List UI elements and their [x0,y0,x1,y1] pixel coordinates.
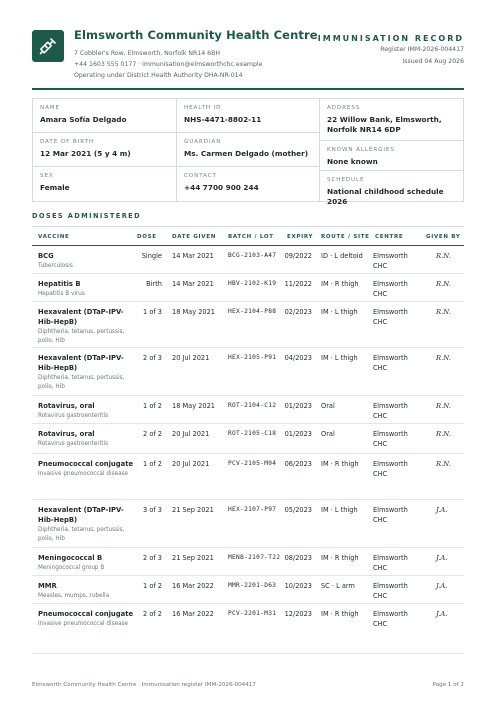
given-by-cell: J.A. [436,610,448,618]
vaccine-description: Diphtheria, tetanus, pertussis, polio, Hib [38,375,125,390]
centre-cell: Elmsworth CHC [373,460,408,478]
table-row [32,246,464,274]
centre-cell: Elmsworth CHC [373,280,408,298]
date-cell: 16 Mar 2022 [172,610,214,618]
date-cell: 20 Jul 2021 [172,354,210,362]
org-contact: +44 1603 555 0177 · immunisation@elmsworthchc.example [74,61,263,68]
dose-cell: Single [141,252,162,260]
expiry-cell: 01/2023 [284,430,312,438]
expiry-cell: 11/2022 [284,280,312,288]
table-row [32,396,464,424]
lot-cell: BCG-2103-A47 [228,252,277,259]
column-header-centre: CENTRE [375,234,404,240]
column-header-route: ROUTE / SITE [321,234,370,240]
vaccine-description: Invasive pneumococcal disease [38,621,129,627]
field-label: SCHEDULE [327,177,365,183]
expiry-cell: 05/2023 [284,506,312,514]
vaccine-description: Rotavirus gastroenteritis [38,413,109,419]
vaccine-name: Hexavalent (DTaP-IPV-Hib-HepB) [38,354,124,372]
expiry-cell: 01/2023 [284,402,312,410]
date-cell: 21 Sep 2021 [172,554,214,562]
field-label: HEALTH ID [184,105,222,111]
syringe-icon [32,30,64,62]
field-label: DATE OF BIRTH [40,139,95,145]
column-header-dose: DOSE [137,234,157,240]
expiry-cell: 06/2023 [284,460,312,468]
patient-dob: 12 Mar 2021 (5 y 4 m) [40,149,131,158]
patient-contact: +44 7700 900 244 [184,183,259,192]
vaccine-description: Diphtheria, tetanus, pertussis, polio, Hib [38,527,125,542]
patient-name: Amara Sofía Delgado [40,115,127,124]
vaccine-name: Pneumococcal conjugate [38,460,134,468]
table-row [32,424,464,454]
sex-field [33,167,176,201]
route-cell: IM · R thigh [321,280,359,288]
vaccine-description: Meningococcal group B [38,565,105,571]
expiry-cell: 04/2023 [284,354,312,362]
date-cell: 18 May 2021 [172,402,215,410]
column-header-expiry: EXPIRY [287,234,314,240]
route-cell: Oral [321,430,335,438]
table-row [32,604,464,654]
given-by-cell: J.A. [436,582,448,590]
table-header [32,226,464,246]
field-label: NAME [40,105,60,111]
vaccine-name: BCG [38,252,54,260]
centre-cell: Elmsworth CHC [373,554,408,572]
date-cell: 14 Mar 2021 [172,280,214,288]
dose-cell: 2 of 2 [143,610,162,618]
org-address: 7 Cobbler's Row, Elmsworth, Norfolk NR14 6BH [74,50,220,57]
patient-health-id: NHS-4471-8802-11 [184,115,262,124]
schedule-field [320,171,463,206]
column-header-lot: BATCH / LOT [228,234,274,240]
vaccine-description: Invasive pneumococcal disease [38,471,129,477]
patient-info-grid [32,98,464,206]
lot-cell: ROT-2104-C12 [228,402,277,409]
date-cell: 20 Jul 2021 [172,460,210,468]
vaccine-name: Hepatitis B [38,280,81,288]
route-cell: SC · L arm [321,582,355,590]
lot-cell: HEX-2104-P88 [228,308,277,315]
lot-cell: ROT-2105-C18 [228,430,277,437]
expiry-cell: 09/2022 [284,252,312,260]
dose-cell: 2 of 3 [143,554,162,562]
route-cell: IM · L thigh [321,506,358,514]
table-row [32,274,464,302]
centre-cell: Elmsworth CHC [373,308,408,326]
expiry-cell: 02/2023 [284,308,312,316]
lot-cell: MMR-2201-D63 [228,582,277,589]
dose-cell: 1 of 2 [143,402,162,410]
lot-cell: HEX-2107-P97 [228,506,277,513]
org-name: Elmsworth Community Health Centre [74,28,318,42]
header-divider [32,88,464,90]
vaccine-name: Hexavalent (DTaP-IPV-Hib-HepB) [38,506,124,524]
date-cell: 20 Jul 2021 [172,430,210,438]
route-cell: IM · R thigh [321,554,359,562]
lot-cell: MENB-2107-T22 [228,554,281,561]
given-by-cell: R.N. [436,402,451,410]
table-row [32,500,464,548]
given-by-cell: R.N. [436,354,451,362]
table-row [32,348,464,396]
route-cell: ID · L deltoid [321,252,363,260]
lot-cell: HBV-2102-K19 [228,280,277,287]
lot-cell: HEX-2105-P91 [228,354,277,361]
section-title: DOSES ADMINISTERED [32,212,141,220]
centre-cell: Elmsworth CHC [373,252,408,270]
health-id-field [177,99,319,133]
table-row [32,302,464,348]
column-header-vaccine: VACCINE [38,234,70,240]
field-label: CONTACT [184,173,217,179]
given-by-cell: J.A. [436,554,448,562]
given-by-cell: J.A. [436,506,448,514]
date-cell: 21 Sep 2021 [172,506,214,514]
vaccine-name: Hexavalent (DTaP-IPV-Hib-HepB) [38,308,124,326]
field-label: SEX [40,173,54,179]
vaccine-description: Rotavirus gastroenteritis [38,441,109,447]
table-row [32,548,464,576]
table-row [32,576,464,604]
route-cell: IM · L thigh [321,308,358,316]
given-by-cell: R.N. [436,460,451,468]
dose-cell: 1 of 3 [143,308,162,316]
given-by-cell: R.N. [436,252,451,260]
patient-address: 22 Willow Bank, Elmsworth, Norfolk NR14 6DP [327,115,442,134]
patient-schedule: National childhood schedule 2026 [327,187,444,206]
date-cell: 18 May 2021 [172,308,215,316]
vaccine-name: Rotavirus, oral [38,430,95,438]
centre-cell: Elmsworth CHC [373,430,408,448]
dose-cell: 2 of 3 [143,354,162,362]
patient-guardian: Ms. Carmen Delgado (mother) [184,149,309,158]
route-cell: IM · R thigh [321,610,359,618]
org-authority: Operating under District Health Authority DHA-NR-014 [74,72,243,79]
vaccine-description: Diphtheria, tetanus, pertussis, polio, Hib [38,329,125,344]
vaccine-description: Tuberculosis [38,263,73,269]
patient-name-field [33,99,176,133]
expiry-cell: 10/2023 [284,582,312,590]
dob-field [33,133,176,167]
column-header-date: DATE GIVEN [172,234,216,240]
route-cell: IM · R thigh [321,460,359,468]
page-number: Page 1 of 2 [432,682,464,688]
patient-sex: Female [40,183,70,192]
dose-cell: 1 of 2 [143,460,162,468]
issue-date: Issued 04 Aug 2026 [402,58,464,65]
allergies-field [320,141,463,171]
column-header-given-by: GIVEN BY [426,234,461,240]
expiry-cell: 08/2023 [284,554,312,562]
register-number: Register IMM-2026-004417 [380,46,464,53]
date-cell: 14 Mar 2021 [172,252,214,260]
vaccine-name: Rotavirus, oral [38,402,95,410]
field-label: KNOWN ALLERGIES [327,147,395,153]
footer-text: Elmsworth Community Health Centre · Immunisation register IMM-2026-004417 [32,682,256,688]
document-title: IMMUNISATION RECORD [317,34,464,43]
given-by-cell: R.N. [436,430,451,438]
route-cell: IM · L thigh [321,354,358,362]
centre-cell: Elmsworth CHC [373,506,408,524]
centre-cell: Elmsworth CHC [373,610,408,628]
vaccine-name: MMR [38,582,57,590]
address-field [320,99,463,141]
guardian-field [177,133,319,167]
dose-cell: Birth [146,280,162,288]
contact-field [177,167,319,201]
expiry-cell: 12/2023 [284,610,312,618]
route-cell: Oral [321,402,335,410]
patient-allergies: None known [327,157,378,166]
vaccine-name: Pneumococcal conjugate [38,610,134,618]
lot-cell: PCV-2201-M31 [228,610,277,617]
centre-cell: Elmsworth CHC [373,354,408,372]
field-label: ADDRESS [327,105,361,111]
field-label: GUARDIAN [184,139,222,145]
dose-cell: 1 of 2 [143,582,162,590]
lot-cell: PCV-2105-M04 [228,460,277,467]
table-row [32,454,464,500]
dose-cell: 2 of 2 [143,430,162,438]
given-by-cell: R.N. [436,308,451,316]
vaccine-description: Measles, mumps, rubella [38,593,110,599]
centre-cell: Elmsworth CHC [373,582,408,600]
centre-cell: Elmsworth CHC [373,402,408,420]
page-footer [32,682,464,688]
vaccine-description: Hepatitis B virus [38,291,85,297]
date-cell: 16 Mar 2022 [172,582,214,590]
page-header [32,28,464,90]
given-by-cell: R.N. [436,280,451,288]
dose-cell: 3 of 3 [143,506,162,514]
vaccine-name: Meningococcal B [38,554,103,562]
